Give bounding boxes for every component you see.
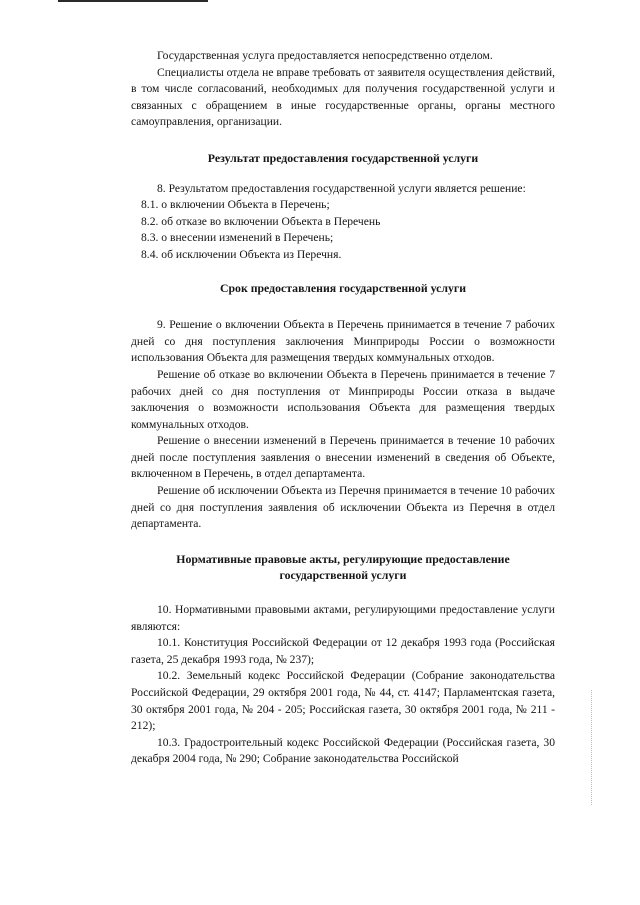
paragraph-8-2: 8.2. об отказе во включении Объекта в Перечень (141, 214, 381, 228)
paragraph-9-changes: Решение о внесении изменений в Перечень принимается в течение 10 рабочих дней после поступления заявления о внесении изменений в сведения об Объекте, включенном в Перечень, в отдел департамента. (131, 434, 555, 481)
paragraph-9: 9. Решение о включении Объекта в Перечень принимается в течение 7 рабочих дней со дня поступления заключения Минприроды России о возможности использования Объекта для размещения твердых коммунальных отходов. (131, 318, 555, 365)
paragraph-specialists-restriction: Специалисты отдела не вправе требовать от заявителя осуществления действий, в том числе согласований, необходимых для получения государственной услуги и связанных с обращением в иные государственные органы, органы местного самоуправления, организации. (131, 65, 555, 129)
paragraph-10-2: 10.2. Земельный кодекс Российской Федерации (Собрание законодательства Российской Федерации, 29 октября 2001 года, № 44, ст. 4147; Парламентская газета, 30 октября 2001 года, № 204 - 205; Российская газета, 30 октября 2001 года, № 211 - 212); (131, 669, 555, 733)
paragraph-9-exclusion: Решение об исключении Объекта из Перечня принимается в течение 10 рабочих дней со дня поступления заявления об исключении Объекта из Перечня в отдел департамента. (131, 484, 555, 531)
paragraph-service-by-department: Государственная услуга предоставляется непосредственно отделом. (157, 49, 493, 62)
document-body (131, 48, 555, 768)
paragraph-10: 10. Нормативными правовыми актами, регулирующими предоставление услуги являются: (131, 603, 555, 633)
paragraph-8: 8. Результатом предоставления государственной услуги является решение: (157, 181, 526, 195)
paragraph-10-1: 10.1. Конституция Российской Федерации от 12 декабря 1993 года (Российская газета, 25 декабря 1993 года, № 237); (131, 636, 555, 666)
heading-legal-acts: Нормативные правовые акты, регулирующие предоставление государственной услуги (176, 551, 510, 583)
scan-margin-dots (591, 690, 593, 805)
paragraph-8-3: 8.3. о внесении изменений в Перечень; (141, 231, 334, 245)
heading-service-term: Срок предоставления государственной услуги (219, 280, 467, 295)
paragraph-9-refusal: Решение об отказе во включении Объекта в Перечень принимается в течение 7 рабочих дней со дня поступления от Минприроды России отказа в выдаче заключения о возможности использования Объекта для размещения твердых коммунальных отходов. (131, 367, 555, 431)
paragraph-10-3: 10.3. Градостроительный кодекс Российской Федерации (Российская газета, 30 декабря 2004 года, № 290; Собрание законодательства Российской (131, 735, 555, 766)
scan-edge-mark (58, 0, 208, 2)
heading-service-result: Результат предоставления государственной услуги (207, 150, 479, 165)
paragraph-8-1: 8.1. о включении Объекта в Перечень; (141, 198, 330, 212)
paragraph-8-4: 8.4. об исключении Объекта из Перечня. (141, 247, 342, 261)
